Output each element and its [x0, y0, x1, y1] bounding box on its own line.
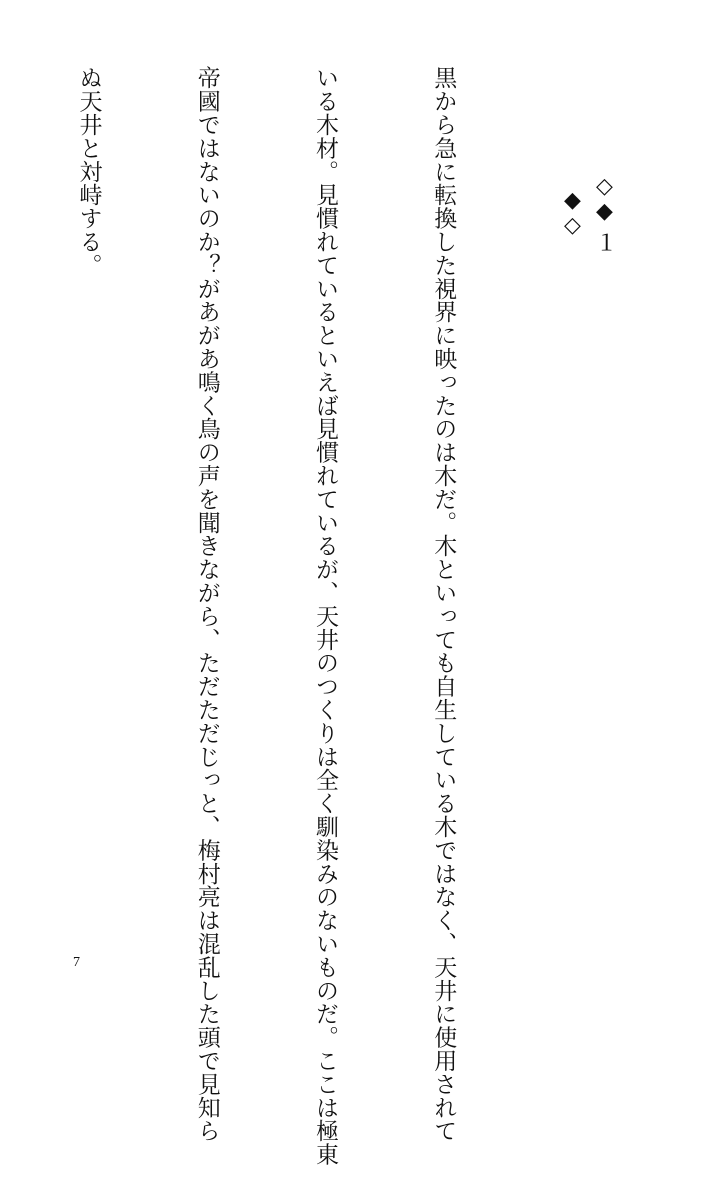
- text-line: 帝國ではないのか？があがあ鳴く鳥の声を聞きながら、ただただじっと、梅村亮は混乱した頭で見知ら: [193, 66, 220, 1143]
- ornament-bottom: ◆◇: [560, 188, 585, 238]
- text-line: ぬ天井と対峙する。: [75, 66, 102, 277]
- chapter-number: １: [592, 230, 617, 253]
- ornament-top: ◇◆: [592, 173, 617, 224]
- text-line: 黒から急に転換した視界に映ったのは木だ。木といっても自生している木ではなく、天井に使用されて: [430, 66, 457, 1143]
- page-number: 7: [73, 955, 80, 970]
- body-text: [0, 66, 541, 1166]
- text-line: いる木材。見慣れているといえば見慣れているが、天井のつくりは全く馴染みのないものだ。ここは極東: [311, 66, 338, 1166]
- chapter-heading: [560, 148, 620, 278]
